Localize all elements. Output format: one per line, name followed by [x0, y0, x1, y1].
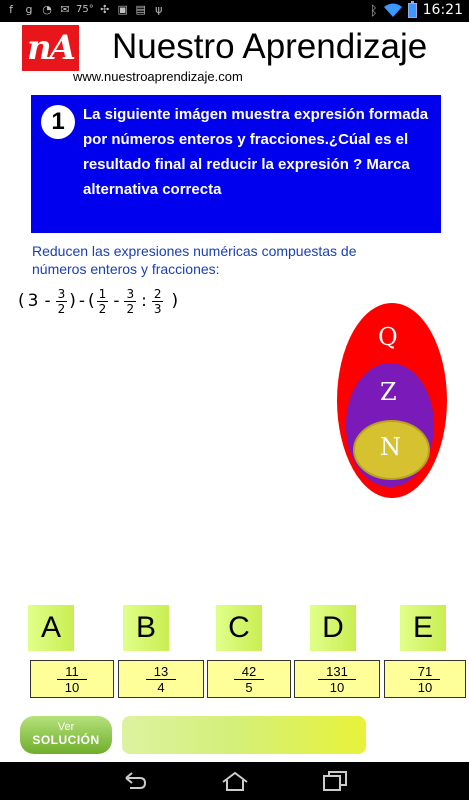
denominator: 10 — [417, 679, 433, 695]
instruction-text: Reducen las expresiones numéricas compuestas de números enteros y fracciones: — [32, 243, 357, 277]
answer-fraction — [318, 664, 356, 695]
paren-close: ) — [171, 291, 179, 311]
option-c-answer[interactable] — [207, 660, 291, 698]
numerator: 2 — [153, 286, 162, 301]
view-solution-button[interactable] — [20, 716, 112, 754]
denominator: 2 — [98, 301, 107, 316]
question-box — [31, 95, 441, 233]
recent-apps-icon[interactable] — [320, 770, 350, 792]
numerator: 71 — [410, 664, 440, 680]
solution-label-line2: SOLUCIÓN — [32, 733, 100, 747]
set-label-n: N — [380, 433, 401, 461]
denominator: 5 — [245, 679, 253, 695]
option-e-answer[interactable] — [384, 660, 466, 698]
set-label-z: Z — [380, 378, 397, 406]
app-logo: nA — [22, 25, 79, 71]
bluetooth-icon: ᛒ — [369, 2, 378, 18]
facebook-icon: f — [9, 3, 13, 16]
whatsapp-icon: ◔ — [42, 3, 52, 16]
answer-fraction — [234, 664, 264, 695]
paren-open: ( — [18, 291, 25, 311]
sd-card-icon: ▤ — [135, 3, 146, 16]
option-d-answer[interactable] — [294, 660, 380, 698]
option-b-button[interactable]: B — [123, 605, 169, 651]
question-number-badge: 1 — [41, 105, 75, 139]
paren-open: ( — [88, 291, 95, 311]
solution-display — [122, 716, 366, 754]
usb-icon: ψ — [155, 3, 163, 16]
denominator: 10 — [329, 679, 345, 695]
numerator: 13 — [146, 664, 176, 680]
number-sets-diagram — [337, 303, 447, 498]
numerator: 42 — [234, 664, 264, 680]
fraction-term — [97, 287, 109, 316]
denominator: 4 — [157, 679, 165, 695]
home-icon[interactable] — [220, 770, 250, 792]
numerator: 3 — [126, 286, 135, 301]
option-a-answer[interactable] — [30, 660, 114, 698]
option-a-button[interactable]: A — [28, 605, 74, 651]
fraction-term — [56, 287, 68, 316]
option-c-button[interactable]: C — [216, 605, 262, 651]
minus-operator: - — [44, 291, 51, 311]
image-icon: ▣ — [117, 3, 128, 16]
gamepad-icon: ✣ — [100, 3, 110, 16]
fraction-term — [152, 287, 164, 316]
clock: 16:21 — [422, 2, 463, 18]
option-e-button[interactable]: E — [400, 605, 446, 651]
answer-fraction — [57, 664, 87, 695]
status-bar — [0, 0, 469, 22]
numerator: 1 — [98, 286, 107, 301]
numerator: 131 — [318, 664, 356, 680]
division-operator: : — [141, 291, 147, 311]
denominator: 2 — [57, 301, 66, 316]
question-text: La siguiente imágen muestra expresión formada por números enteros y fracciones.¿Cúal es el resultado final al reducir la expresión ? Marca alternativa correcta — [83, 106, 429, 198]
app-url: www.nuestroaprendizaje.com — [73, 69, 243, 84]
denominator: 10 — [64, 679, 80, 695]
app-title: Nuestro Aprendizaje — [112, 27, 428, 66]
notification-icons — [4, 3, 166, 17]
option-b-answer[interactable] — [118, 660, 204, 698]
numerator: 11 — [57, 664, 87, 680]
minus-operator: - — [78, 291, 86, 311]
option-d-button[interactable]: D — [310, 605, 356, 651]
math-expression — [18, 284, 178, 318]
answer-fraction — [146, 664, 176, 695]
solution-label-line1: Ver — [57, 721, 75, 733]
denominator: 3 — [153, 301, 162, 316]
numerator: 3 — [57, 286, 66, 301]
answer-fraction — [410, 664, 440, 695]
fraction-term — [124, 287, 136, 316]
denominator: 2 — [126, 301, 135, 316]
back-icon[interactable] — [118, 770, 148, 792]
google-plus-icon: g — [25, 3, 33, 16]
navigation-bar — [0, 762, 469, 800]
minus-operator: - — [113, 291, 120, 311]
set-label-q: Q — [378, 323, 398, 351]
paren-close: ) — [69, 291, 76, 311]
notification-icon: ✉ — [60, 3, 70, 16]
integer-term: 3 — [27, 291, 39, 311]
weather-icon: 75° — [76, 4, 94, 15]
battery-icon — [408, 3, 417, 18]
wifi-icon — [384, 3, 402, 17]
